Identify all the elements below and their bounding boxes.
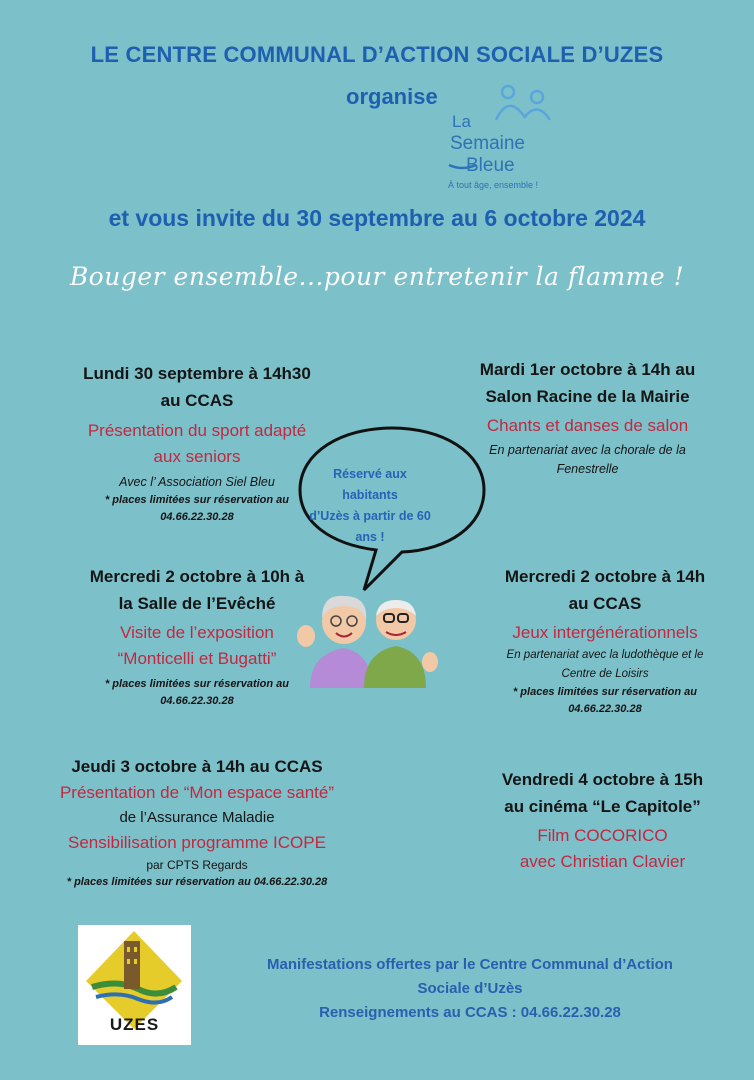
event-title: Vendredi 4 octobre à 15h [501, 770, 704, 789]
logo-line-la: La [452, 112, 471, 131]
event-activity: avec Christian Clavier [519, 852, 686, 871]
bubble-line: d’Uzès à partir de 60 [309, 509, 431, 523]
uzes-logo-text: UZES [109, 1015, 160, 1034]
event-note: * places limitées sur réservation au [104, 678, 290, 690]
bubble-line: ans ! [355, 530, 385, 544]
footer-line: Manifestations offertes par le Centre Communal d’Action [267, 956, 673, 973]
event-partner: En partenariat avec la chorale de la [489, 443, 686, 457]
invite-dates: et vous invite du 30 septembre au 6 octobre 2024 [108, 205, 646, 231]
uzes-logo [78, 925, 191, 1045]
logo-line-bleue: Bleue [466, 155, 515, 176]
event-partner: par CPTS Regards [146, 858, 248, 872]
event-mercredi-ccas [455, 563, 754, 718]
bubble-text [306, 464, 434, 548]
event-partner: Fenestrelle [556, 462, 619, 476]
organise-label: organise [346, 84, 438, 109]
event-location: au CCAS [160, 391, 234, 410]
event-title: Lundi 30 septembre à 14h30 [83, 364, 311, 383]
event-title: Mercredi 2 octobre à 10h à [89, 567, 305, 586]
event-activity: “Monticelli et Bugatti” [117, 649, 277, 668]
event-activity: Jeux intergénérationnels [512, 623, 698, 642]
event-jeudi [12, 753, 382, 891]
event-partner: Avec l’ Association Siel Bleu [119, 475, 275, 489]
bubble-line: Réservé aux habitants [333, 467, 407, 502]
footer-contact: Renseignements au CCAS : 04.66.22.30.28 [319, 1004, 621, 1021]
event-title: Mardi 1er octobre à 14h au [479, 360, 696, 379]
event-note: * places limitées sur réservation au [512, 686, 698, 698]
slogan: Bouger ensemble...pour entretenir la flamme ! [69, 262, 685, 291]
event-title: Mercredi 2 octobre à 14h [504, 567, 706, 586]
page-title: LE CENTRE COMMUNAL D’ACTION SOCIALE D’UZES [90, 42, 664, 67]
semaine-bleue-logo [438, 82, 568, 196]
event-phone: 04.66.22.30.28 [160, 511, 234, 523]
footer [200, 953, 740, 1025]
event-title: Jeudi 3 octobre à 14h au CCAS [71, 757, 323, 776]
event-partner: En partenariat avec la ludothèque et le [506, 649, 704, 661]
event-phone: 04.66.22.30.28 [160, 695, 234, 707]
event-activity: Film COCORICO [537, 826, 668, 845]
event-mercredi-eveche [22, 563, 372, 710]
event-activity: Présentation du sport adapté [87, 421, 307, 440]
event-organisation: de l’Assurance Maladie [119, 809, 275, 826]
event-location: la Salle de l’Evêché [118, 594, 276, 613]
event-activity: aux seniors [153, 447, 241, 466]
event-location: Salon Racine de la Mairie [485, 387, 690, 406]
event-location: au cinéma “Le Capitole” [504, 797, 701, 816]
event-location: au CCAS [568, 594, 642, 613]
logo-line-semaine: Semaine [450, 133, 525, 154]
event-partner: Centre de Loisirs [561, 668, 649, 680]
event-note: * places limitées sur réservation au 04.66.22.30.28 [66, 876, 328, 888]
footer-line: Sociale d’Uzès [417, 980, 523, 997]
event-activity: Visite de l’exposition [120, 623, 274, 642]
event-activity: Sensibilisation programme ICOPE [68, 833, 326, 852]
logo-tagline: À tout âge, ensemble ! [448, 180, 539, 190]
event-activity: Chants et danses de salon [486, 416, 689, 435]
event-vendredi [450, 766, 754, 875]
event-phone: 04.66.22.30.28 [568, 703, 642, 715]
event-activity: Présentation de “Mon espace santé” [59, 783, 335, 802]
event-note: * places limitées sur réservation au [104, 494, 290, 506]
